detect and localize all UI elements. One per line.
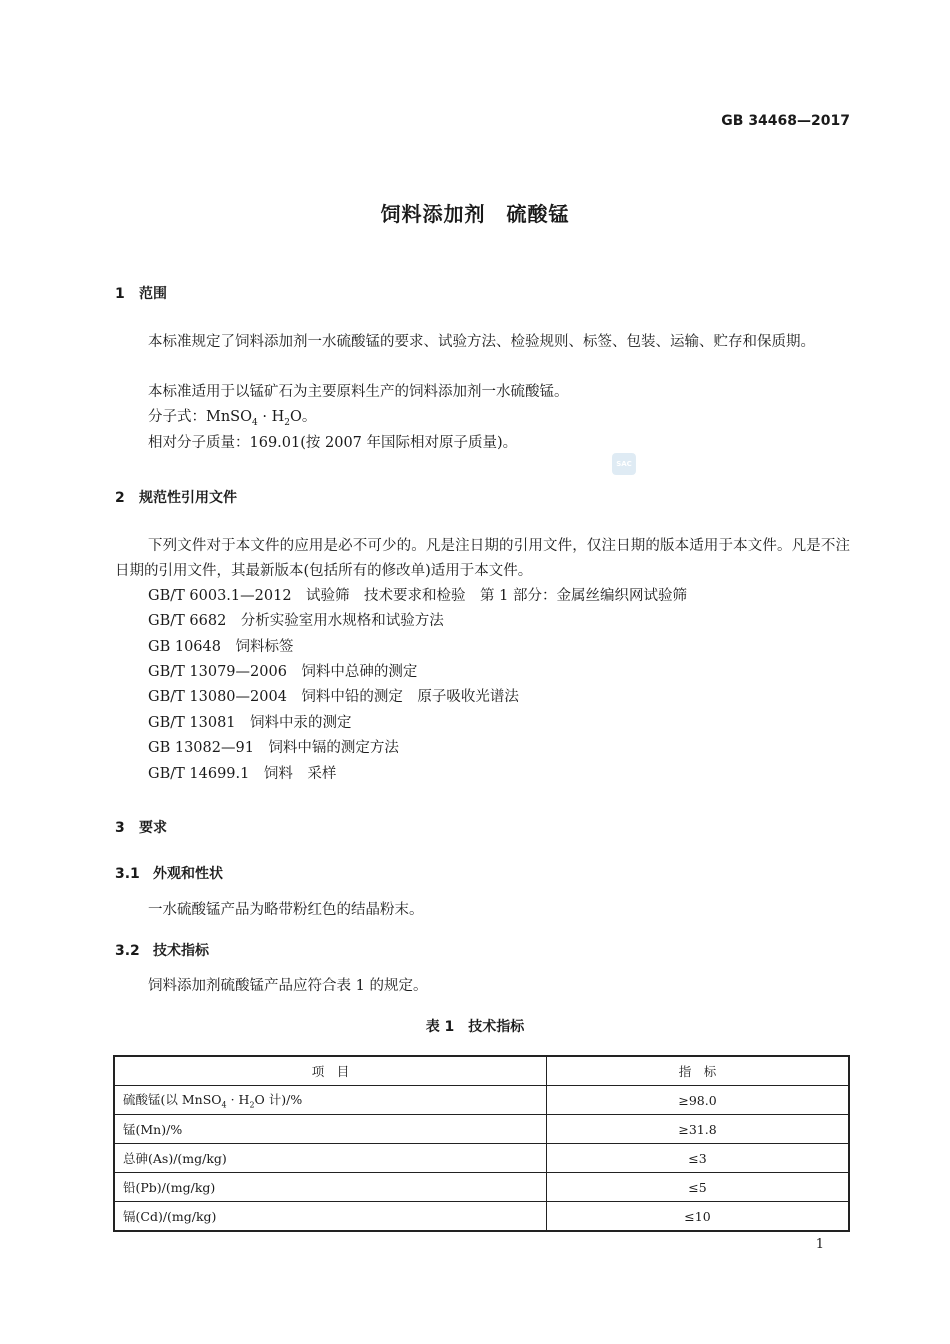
table-row xyxy=(114,1115,849,1144)
table-row xyxy=(114,1086,849,1115)
item-text: · H xyxy=(226,1092,250,1108)
table-caption: 表 1 技术指标 xyxy=(425,1019,525,1035)
scope-paragraph: 本标准规定了饲料添加剂一水硫酸锰的要求、试验方法、检验规则、标签、包装、运输、贮存和保质期。 xyxy=(148,334,815,350)
section-title: 规范性引用文件 xyxy=(139,490,237,506)
formula-part: O。 xyxy=(289,409,317,425)
section-number: 3 xyxy=(115,820,125,836)
table-row xyxy=(114,1144,849,1173)
section-3-2-heading xyxy=(115,940,209,960)
section-number: 2 xyxy=(115,490,125,506)
value-cell: ≥98.0 xyxy=(547,1086,850,1115)
reference-item: GB/T 13081 饲料中汞的测定 xyxy=(148,715,352,731)
item-subscript: 2 xyxy=(249,1100,255,1110)
item-cell: 总砷(As)/(mg/kg) xyxy=(114,1144,547,1173)
document-title: 饲料添加剂 硫酸锰 xyxy=(380,202,570,226)
reference-item: GB 10648 饲料标签 xyxy=(148,639,294,655)
section-3-heading xyxy=(115,817,167,837)
section-number: 1 xyxy=(115,286,125,302)
section-title: 技术指标 xyxy=(153,943,209,959)
section-title: 要求 xyxy=(139,820,167,836)
molecular-mass: 相对分子质量：169.01(按 2007 年国际相对原子质量)。 xyxy=(148,435,518,451)
reference-item: GB/T 6003.1—2012 试验筛 技术要求和检验 第 1 部分：金属丝编织网试验筛 xyxy=(148,588,687,604)
formula-label: 分子式： xyxy=(148,409,206,425)
value-cell: ≤3 xyxy=(547,1144,850,1173)
references-intro: 下列文件对于本文件的应用是必不可少的。凡是注日期的引用文件，仅注日期的版本适用于本文件。凡是不注日期的引用文件，其最新版本(包括所有的修改单)适用于本文件。 xyxy=(115,538,850,579)
formula-part: MnSO xyxy=(206,409,253,425)
reference-item: GB/T 14699.1 饲料 采样 xyxy=(148,766,337,782)
section-title: 范围 xyxy=(139,286,167,302)
formula-subscript: 4 xyxy=(252,417,258,428)
reference-item: GB 13082—91 饲料中镉的测定方法 xyxy=(148,740,399,756)
sac-watermark: SAC xyxy=(612,453,636,475)
applicability-paragraph: 本标准适用于以锰矿石为主要原料生产的饲料添加剂一水硫酸锰。 xyxy=(148,384,569,400)
section-2-heading xyxy=(115,487,237,507)
section-title: 外观和性状 xyxy=(153,866,223,882)
page-number: 1 xyxy=(815,1237,824,1252)
table-header-row xyxy=(114,1056,849,1086)
reference-item: GB/T 13080—2004 饲料中铅的测定 原子吸收光谱法 xyxy=(148,689,519,705)
item-cell: 铅(Pb)/(mg/kg) xyxy=(114,1173,547,1202)
reference-item: GB/T 13079—2006 饲料中总砷的测定 xyxy=(148,664,418,680)
value-cell: ≤5 xyxy=(547,1173,850,1202)
appearance-text: 一水硫酸锰产品为略带粉红色的结晶粉末。 xyxy=(148,902,424,918)
value-cell: ≤10 xyxy=(547,1202,850,1232)
standard-number: GB 34468—2017 xyxy=(721,113,850,129)
reference-item: GB/T 6682 分析实验室用水规格和试验方法 xyxy=(148,613,444,629)
section-1-heading xyxy=(115,283,167,303)
item-cell: 镉(Cd)/(mg/kg) xyxy=(114,1202,547,1232)
column-header-value: 指 标 xyxy=(547,1056,850,1086)
section-number: 3.1 xyxy=(115,866,140,882)
table-row xyxy=(114,1173,849,1202)
formula-subscript: 2 xyxy=(284,417,290,428)
section-3-1-heading xyxy=(115,863,223,883)
spec-text: 饲料添加剂硫酸锰产品应符合表 1 的规定。 xyxy=(148,978,428,994)
table-row xyxy=(114,1202,849,1232)
section-number: 3.2 xyxy=(115,943,140,959)
column-header-item: 项 目 xyxy=(114,1056,547,1086)
item-text: O 计)/% xyxy=(254,1092,303,1108)
technical-spec-table xyxy=(113,1055,850,1232)
item-cell xyxy=(114,1086,547,1115)
item-text: 硫酸锰(以 MnSO xyxy=(123,1092,222,1108)
value-cell: ≥31.8 xyxy=(547,1115,850,1144)
formula-part: · H xyxy=(257,409,285,425)
item-subscript: 4 xyxy=(221,1100,227,1110)
item-cell: 锰(Mn)/% xyxy=(114,1115,547,1144)
